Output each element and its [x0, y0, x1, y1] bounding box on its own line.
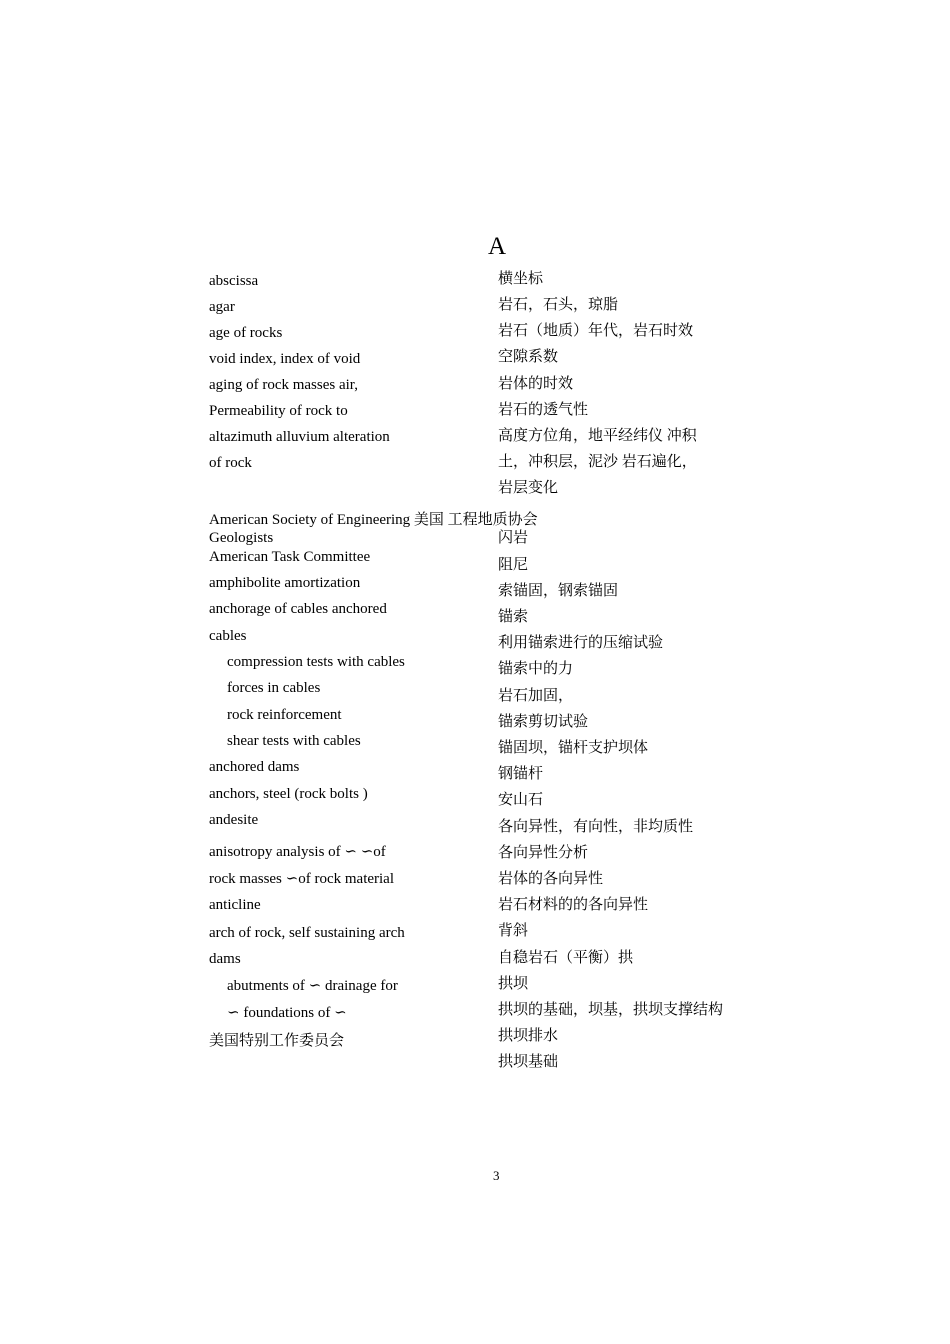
term-zh: 锚索剪切试验: [498, 714, 589, 730]
term-en: rock masses ∽of rock material: [209, 871, 395, 887]
term-en: American Society of Engineering 美国 工程地质协会: [209, 512, 538, 528]
term-zh: 背斜: [498, 923, 529, 939]
term-en: Permeability of rock to: [209, 403, 348, 419]
term-zh: 岩石，石头，琼脂: [498, 297, 619, 313]
term-zh: 岩层变化: [498, 480, 559, 496]
term-en: anchors, steel (rock bolts ): [209, 786, 368, 802]
term-zh: 各向异性，有向性，非均质性: [498, 819, 694, 835]
page-number: 3: [493, 1168, 500, 1183]
term-en: anchored dams: [209, 759, 300, 775]
term-zh: 岩体的各向异性: [498, 871, 604, 887]
term-en-sub: ∽ foundations of ∽: [227, 1005, 347, 1021]
term-zh: 岩石加固，: [498, 688, 574, 704]
term-zh: 拱坝排水: [498, 1028, 559, 1044]
term-en: dams: [209, 951, 241, 967]
term-en: void index, index of void: [209, 351, 361, 367]
term-en: andesite: [209, 812, 259, 828]
term-en: anisotropy analysis of ∽ ∽of: [209, 844, 386, 860]
term-zh: 拱坝基础: [498, 1054, 559, 1070]
term-en: American Task Committee: [209, 549, 371, 565]
term-en-sub: abutments of ∽ drainage for: [227, 978, 398, 994]
term-en: age of rocks: [209, 325, 283, 341]
term-en: altazimuth alluvium alteration: [209, 429, 390, 445]
term-zh: 利用锚索进行的压缩试验: [498, 635, 664, 651]
term-en: agar: [209, 299, 235, 315]
term-zh: 锚索中的力: [498, 661, 574, 677]
term-zh: 锚索: [498, 609, 529, 625]
term-en-sub: rock reinforcement: [227, 707, 342, 723]
term-zh: 钢锚杆: [498, 766, 544, 782]
term-en: Geologists: [209, 530, 274, 546]
term-zh: 锚固坝，锚杆支护坝体: [498, 740, 649, 756]
term-zh: 横坐标: [498, 271, 544, 287]
term-en-sub: forces in cables: [227, 680, 321, 696]
term-zh: 土，冲积层，泥沙 岩石遍化，: [498, 454, 697, 470]
term-zh: 岩体的时效: [498, 376, 574, 392]
term-en: arch of rock, self sustaining arch: [209, 925, 405, 941]
term-zh: 拱坝的基础，坝基，拱坝支撑结构: [498, 1002, 724, 1018]
term-en: aging of rock masses air,: [209, 377, 358, 393]
term-zh: 高度方位角，地平经纬仪 冲积: [498, 428, 697, 444]
term-zh: 岩石（地质）年代，岩石时效: [498, 323, 694, 339]
term-zh: 安山石: [498, 792, 544, 808]
term-en: abscissa: [209, 273, 259, 289]
term-zh: 岩石的透气性: [498, 402, 589, 418]
term-zh: 各向异性分析: [498, 845, 589, 861]
term-en: amphibolite amortization: [209, 575, 361, 591]
term-en-sub: shear tests with cables: [227, 733, 361, 749]
term-zh: 岩石材料的的各向异性: [498, 897, 649, 913]
term-zh: 自稳岩石（平衡）拱: [498, 950, 634, 966]
term-en: cables: [209, 628, 247, 644]
term-en-sub: compression tests with cables: [227, 654, 405, 670]
section-heading-letter: A: [488, 233, 507, 260]
term-zh: 空隙系数: [498, 349, 559, 365]
term-zh-left: 美国特别工作委员会: [209, 1033, 345, 1049]
term-en: of rock: [209, 455, 252, 471]
term-zh: 索锚固，钢索锚固: [498, 583, 619, 599]
term-zh: 阻尼: [498, 557, 529, 573]
term-zh: 闪岩: [498, 530, 529, 546]
term-en: anticline: [209, 897, 261, 913]
term-en: anchorage of cables anchored: [209, 601, 387, 617]
term-zh: 拱坝: [498, 976, 529, 992]
